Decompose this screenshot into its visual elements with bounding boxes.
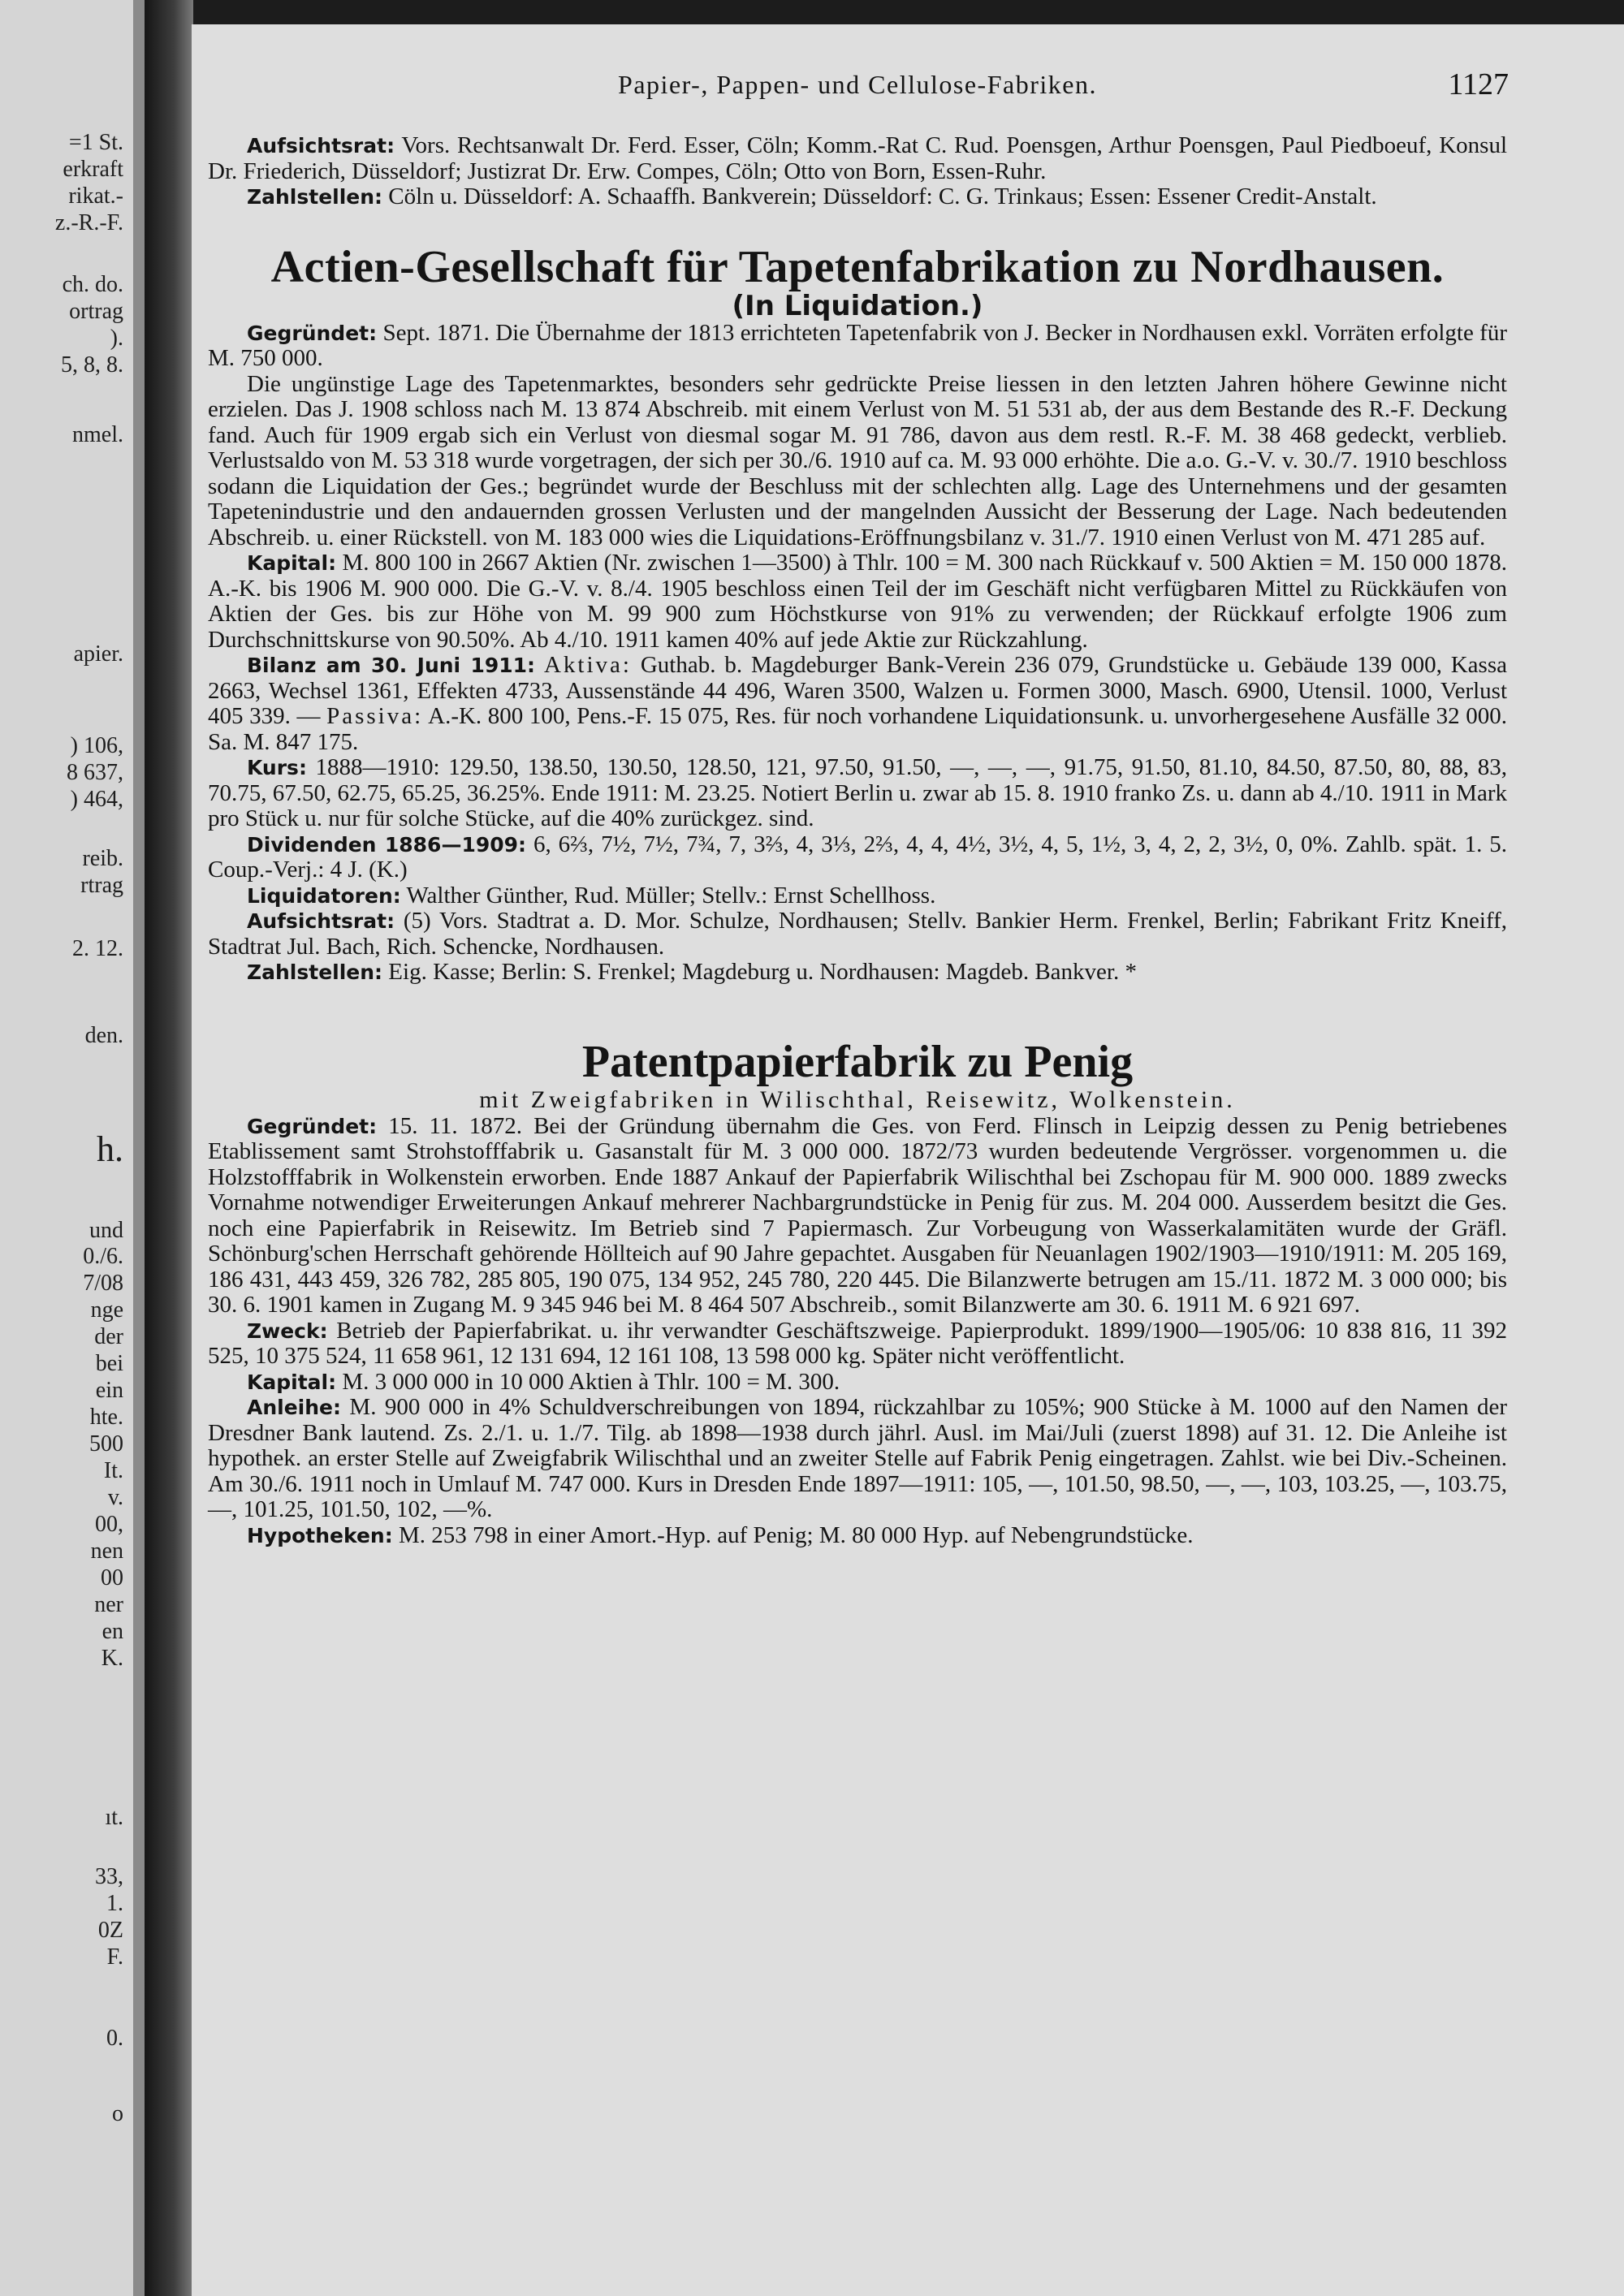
left-page-fragment: der — [94, 1324, 123, 1349]
left-page-fragment: rikat.- — [68, 183, 123, 209]
left-page-fragment: o — [112, 2101, 123, 2126]
left-page-fragment: K. — [101, 1646, 123, 1671]
company-title: Actien-Gesellschaft für Tapetenfabrikation zu Nordhausen. — [270, 241, 1445, 292]
left-page-fragment: =1 St. — [68, 130, 123, 155]
left-page-fragment: ortrag — [69, 299, 123, 324]
left-page-fragment: 2. 12. — [72, 936, 123, 961]
left-page-fragment: den. — [84, 1023, 123, 1048]
page-number: 1127 — [1448, 67, 1509, 101]
left-page-fragment: bei — [95, 1351, 123, 1376]
kapital-paragraph — [208, 1370, 1507, 1396]
anleihe-label: Anleihe: — [247, 1396, 341, 1419]
left-page-fragment: ner — [94, 1592, 123, 1617]
top-section — [208, 133, 1507, 210]
kurs-paragraph — [208, 755, 1507, 832]
aufsichtsrat-paragraph — [208, 133, 1507, 184]
hypotheken-text: M. 253 798 in einer Amort.-Hyp. auf Penig; M. 80 000 Hyp. auf Nebengrundstücke. — [398, 1521, 1194, 1548]
aufsichtsrat-label: Aufsichtsrat: — [247, 909, 395, 933]
gegruendet-paragraph — [208, 1114, 1507, 1318]
adjacent-left-page — [0, 0, 145, 2296]
anleihe-paragraph — [208, 1395, 1507, 1523]
left-page-fragment: 00 — [101, 1565, 123, 1590]
left-page-fragment: reib. — [82, 846, 123, 871]
left-page-fragment: erkraft — [63, 157, 123, 182]
left-page-fragment: 5, 8, 8. — [61, 352, 123, 378]
aufsichtsrat-label: Aufsichtsrat: — [247, 134, 395, 158]
aufsichtsrat-text: Vors. Rechtsanwalt Dr. Ferd. Esser, Cöln; Komm.-Rat C. Rud. Poensgen, Arthur Poensgen, Paul Piedboeuf, Konsul Dr. Friederich, Düsseldorf; Justizrat Dr. Erw. Compes, Cöln; Otto von Born, Essen-Ruhr. — [208, 132, 1507, 184]
zweck-text: Betrieb der Papierfabrikat. u. ihr verwandter Geschäftszweige. Papierprodukt. 1899/1900—1905/06: 10 838 816, 11 392 525, 10 375 524, 11 658 961, 12 131 694, 12 161 108, 13 598 000 kg. Später nicht veröffentlicht. — [208, 1317, 1507, 1369]
zahlstellen-paragraph — [208, 184, 1507, 210]
kurs-label: Kurs: — [247, 756, 307, 779]
left-page-fragment: 1. — [106, 1891, 123, 1916]
company-title: Patentpapierfabrik zu Penig — [581, 1036, 1134, 1087]
left-page-fragment: 0./6. — [83, 1244, 123, 1269]
zahlstellen-label: Zahlstellen: — [247, 960, 383, 984]
zahlstellen-text: Cöln u. Düsseldorf: A. Schaaffh. Bankverein; Düsseldorf: C. G. Trinkaus; Essen: Essener Credit-Anstalt. — [388, 183, 1377, 209]
left-page-fragment: ) 464, — [70, 787, 123, 812]
bilanz-paragraph — [208, 653, 1507, 755]
zahlstellen-label: Zahlstellen: — [247, 185, 383, 209]
liquidatoren-paragraph — [208, 883, 1507, 909]
left-page-fragment: nmel. — [72, 422, 123, 447]
kapital-text: M. 800 100 in 2667 Aktien (Nr. zwischen 1—3500) à Thlr. 100 = M. 300 nach Rückkauf v. 500 Aktien = M. 150 000 1878. A.-K. bis 1906 M. 900 000. Die G.-V. v. 8./4. 1905 beschloss einen Teil der im Geschäft nicht verfügbaren Mittel zu Rückkäufen von Aktien der Ges. bis zur Höhe von M. 99 900 zum Höchstkurse von 91% zu verwenden; der Rückkauf erfolgte 1906 zum Durchschnittskurse von 90.50%. Ab 4./10. 1911 kamen 40% auf jede Aktie zur Rückzahlung. — [208, 550, 1508, 653]
kurs-text: 1888—1910: 129.50, 138.50, 130.50, 128.50, 121, 97.50, 91.50, —, —, —, 91.75, 91.50, 81.10, 84.50, 87.50, 80, 88, 83, 70.75, 67.50, 62.75, 65.25, 36.25%. Ende 1911: M. 23.25. Notiert Berlin u. zwar ab 15. 8. 1910 franko Zs. u. dann ab 4./10. 1911 in Mark pro Stück u. nur für solche Stücke, auf die 40% zurückgez. sind. — [208, 754, 1507, 831]
left-page-fragment: nen — [90, 1539, 123, 1564]
running-head: Papier-, Pappen- und Cellulose-Fabriken. — [618, 70, 1097, 99]
aufsichtsrat-text: (5) Vors. Stadtrat a. D. Mor. Schulze, Nordhausen; Stellv. Bankier Herm. Frenkel, Berlin; Fabrikant Fritz Kneiff, Stadtrat Jul. Bach, Rich. Schencke, Nordhausen. — [208, 908, 1508, 960]
passiva-text: A.-K. 800 100, Pens.-F. 15 075, Res. für noch vorhandene Liquidationsunk. u. unvorhergesehene Ausfälle 32 000. Sa. M. 847 175. — [208, 703, 1508, 755]
company-subtitle: mit Zweigfabriken in Wilischthal, Reisewitz, Wolkenstein. — [479, 1085, 1236, 1113]
dividenden-text: 6, 6⅔, 7½, 7½, 7¾, 7, 3⅔, 4, 3⅓, 2⅔, 4, 4, 4½, 3½, 4, 5, 1½, 3, 4, 2, 2, 3½, 0, 0%. Zahlb. spät. 1. 5. Coup.-Verj.: 4 J. (K.) — [208, 831, 1508, 883]
left-page-fragment: 0Z — [97, 1918, 123, 1943]
left-page-fragment: ein — [95, 1378, 123, 1403]
left-page-fragment: ). — [110, 326, 123, 351]
left-page-fragment: 33, — [95, 1864, 123, 1889]
zahlstellen-text: Eig. Kasse; Berlin: S. Frenkel; Magdeburg u. Nordhausen: Magdeb. Bankver. * — [388, 959, 1137, 985]
aufsichtsrat-paragraph — [208, 908, 1507, 960]
gegruendet-label: Gegründet: — [247, 321, 378, 345]
left-page-fragment: ch. do. — [62, 272, 123, 297]
dividenden-paragraph — [208, 832, 1507, 883]
zweck-paragraph — [208, 1318, 1507, 1370]
company-entry-tapetenfabrik — [208, 243, 1507, 986]
gegruendet-text: Sept. 1871. Die Übernahme der 1813 errichteten Tapetenfabrik von J. Becker in Nordhausen exkl. Vorräten erfolgte für M. 750 000. — [208, 319, 1507, 371]
book-gutter — [145, 0, 193, 2296]
left-page-fragment: F. — [106, 1944, 123, 1970]
aktiva-label: Aktiva: — [543, 652, 632, 678]
page-header — [208, 24, 1509, 101]
company-entry-patentpapierfabrik — [208, 1038, 1507, 1549]
left-page-fragment: en — [102, 1619, 123, 1644]
left-page-fragment: 7/08 — [83, 1271, 123, 1296]
left-page-fragment: h. — [97, 1129, 123, 1169]
left-page-fragment: ıt. — [105, 1805, 123, 1830]
left-page-fragment: und — [89, 1218, 123, 1243]
aktiva-text: Guthab. b. Magdeburger Bank-Verein 236 079, Grundstücke u. Gebäude 139 000, Kassa 2663, Wechsel 1361, Effekten 4733, Aussenstände 44 496, Waren 3500, Walzen u. Formen 3000, Masch. 6900, Utensil. 1000, Verlust 405 339. — — [208, 652, 1507, 729]
left-page-fragment: v. — [107, 1485, 123, 1510]
left-page-fragment: 500 — [89, 1431, 123, 1457]
left-page-fragment: ) 106, — [70, 733, 123, 758]
left-page-fragment: 00, — [95, 1512, 123, 1537]
zweck-label: Zweck: — [247, 1318, 328, 1343]
left-page-fragment: nge — [90, 1297, 123, 1323]
left-page-fragment: apier. — [73, 641, 123, 667]
gegruendet-paragraph — [208, 321, 1507, 372]
left-page-fragment: 0. — [106, 2026, 123, 2051]
liquidatoren-text: Walther Günther, Rud. Müller; Stellv.: Ernst Schellhoss. — [406, 882, 936, 908]
dividenden-label: Dividenden 1886—1909: — [247, 832, 527, 857]
gegruendet-text: 15. 11. 1872. Bei der Gründung übernahm die Ges. von Ferd. Flinsch in Leipzig dessen zu Penig betriebenes Etablissement samt Strohstofffabrik u. Gasanstalt für M. 3 000 000. 1872/73 wurden bedeutende Vergrösser. vorgenommen u. die Holzstofffabrik in Wolkenstein erworben. Ende 1887 Ankauf der Papierfabrik Wilischthal bei Zschopau für M. 900 000. 1889 zwecks Vornahme notwendiger Erweiterungen Ankauf mehrerer Nachbargrundstücke in Penig für zus. M. 204 000. Ausserdem besitzt die Ges. noch eine Papierfabrik in Reisewitz. Im Betrieb sind 7 Papiermasch. Zur Vorbeugung von Wasserkalamitäten wurde der Gräfl. Schönburg'schen Herrschaft gehörende Höllteich auf 90 Jahre gepachtet. Ausgaben für Neuanlagen 1902/1903—1910/1911: M. 205 169, 186 431, 443 459, 326 782, 285 805, 190 075, 134 952, 245 780, 220 445. Die Bilanzwerte betrugen am 15./11. 1872 M. 3 000 000; bis 30. 6. 1901 kamen in Zugang M. 9 345 946 bei M. 8 464 507 Abschreib., somit Bilanzwerte am 30. 6. 1911 M. 6 921 697. — [208, 1112, 1507, 1318]
left-page-fragment: It. — [103, 1458, 123, 1483]
left-page-fragment: hte. — [89, 1405, 123, 1430]
history-paragraph: Die ungünstige Lage des Tapetenmarktes, besonders sehr gedrückte Preise liessen in den letzten Jahren höhere Gewinne nicht erzielen. Das J. 1908 schloss nach M. 13 874 Abschreib. mit einem Verlust von M. 51 531 ab, der aus dem Bestande des R.-F. Deckung fand. Auch für 1909 ergab sich ein Verlust von diesmal sogar M. 91 786, davon aus dem restl. R.-F. M. 38 468 gedeckt, verblieb. Verlustsaldo von M. 53 318 wurde vorgetragen, der sich per 30./6. 1910 auf ca. M. 93 000 erhöhte. Die a.o. G.-V. v. 30./7. 1910 beschloss sodann die Liquidation der Ges.; begründet wurde der Beschluss mit der schlechten allg. Lage des Unternehmens und der gesamten Tapetenindustrie und den andauernden grossen Verlusten und der mangelnden Aussicht der Besserung der Lage. Nach bedeutenden Abschreib. u. einer Rückstell. von M. 183 000 wies die Liquidations-Eröffnungsbilanz v. 31./7. 1910 einen Verlust von M. 471 285 auf. — [208, 370, 1507, 550]
kapital-label: Kapital: — [247, 551, 337, 575]
gegruendet-label: Gegründet: — [247, 1114, 378, 1138]
zahlstellen-paragraph — [208, 960, 1507, 986]
passiva-label: Passiva: — [326, 703, 424, 729]
document-page — [192, 24, 1624, 2296]
hypotheken-label: Hypotheken: — [247, 1523, 393, 1547]
left-page-fragment: rtrag — [80, 873, 123, 898]
left-page-fragment: 8 637, — [67, 760, 123, 785]
kapital-paragraph — [208, 550, 1507, 653]
kapital-label: Kapital: — [247, 1370, 337, 1394]
bilanz-label: Bilanz am 30. Juni 1911: — [247, 654, 536, 677]
company-subtitle: (In Liquidation.) — [732, 289, 983, 322]
hypotheken-paragraph — [208, 1523, 1507, 1549]
left-page-fragment: z.-R.-F. — [54, 210, 123, 235]
anleihe-text: M. 900 000 in 4% Schuldverschreibungen von 1894, rückzahlbar zu 105%; 900 Stücke à M. 1000 auf den Namen der Dresdner Bank lautend. Zs. 2./1. u. 1./7. Tilg. ab 1898—1938 durch jährl. Ausl. im Mai/Juli (zuerst 1898) auf 31. 12. Die Anleihe ist hypothek. an erster Stelle auf Zweigfabrik Wilischthal und an zweiter Stelle auf Fabrik Penig eingetragen. Zahlst. wie bei Div.-Scheinen. Am 30./6. 1911 noch in Umlauf M. 747 000. Kurs in Dresden Ende 1897—1911: 105, —, 101.50, 98.50, —, —, 103, 103.25, —, 103.75, —, 101.25, 101.50, 102, —%. — [208, 1394, 1508, 1522]
liquidatoren-label: Liquidatoren: — [247, 883, 401, 908]
kapital-text: M. 3 000 000 in 10 000 Aktien à Thlr. 100 = M. 300. — [342, 1368, 840, 1395]
